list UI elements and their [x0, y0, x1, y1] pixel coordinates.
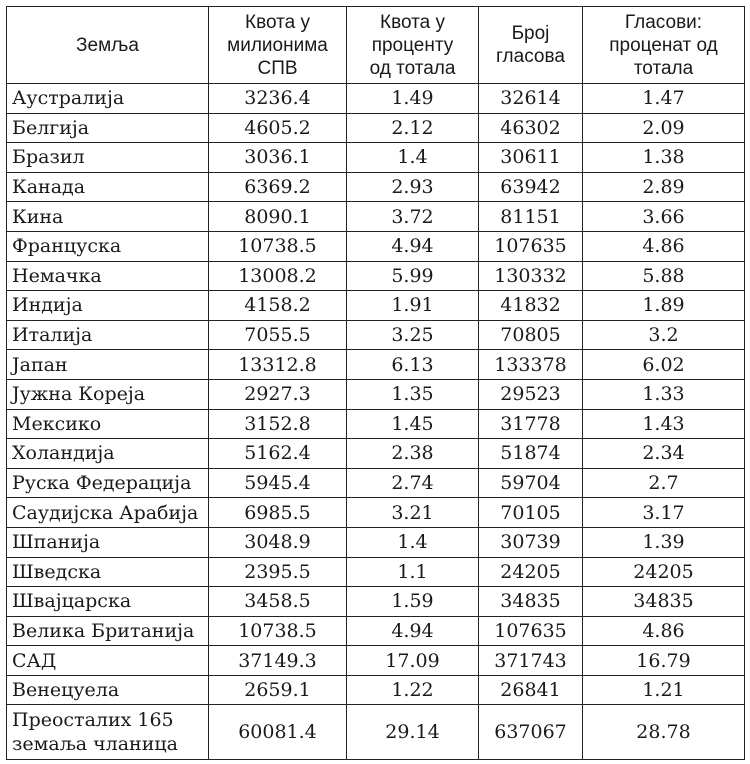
table-row — [7, 84, 745, 114]
votes-percent-cell: 2.34 — [583, 439, 745, 469]
votes-cell: 24205 — [479, 557, 583, 587]
table-row — [7, 350, 745, 380]
quota-sdr-cell: 3048.9 — [209, 527, 347, 557]
quota-sdr-cell: 6985.5 — [209, 498, 347, 528]
quota-sdr-cell: 3458.5 — [209, 587, 347, 617]
votes-cell: 30739 — [479, 527, 583, 557]
table-row — [7, 202, 745, 232]
country-cell: Швајцарска — [7, 587, 209, 617]
quota-percent-cell: 3.72 — [347, 202, 479, 232]
country-cell: Венецуела — [7, 675, 209, 705]
country-cell: Холандија — [7, 439, 209, 469]
table-row — [7, 675, 745, 705]
header-country: Земља — [7, 7, 209, 84]
table-row — [7, 320, 745, 350]
header-quota-sdr: Квота у милионима СПВ — [209, 7, 347, 84]
table-row — [7, 409, 745, 439]
quota-percent-cell: 4.94 — [347, 616, 479, 646]
quota-sdr-cell: 37149.3 — [209, 646, 347, 676]
table-row — [7, 231, 745, 261]
votes-cell: 51874 — [479, 439, 583, 469]
votes-cell: 29523 — [479, 379, 583, 409]
quota-percent-cell: 6.13 — [347, 350, 479, 380]
table-row — [7, 557, 745, 587]
votes-percent-cell: 4.86 — [583, 616, 745, 646]
votes-percent-cell: 6.02 — [583, 350, 745, 380]
votes-percent-cell: 3.66 — [583, 202, 745, 232]
votes-cell: 41832 — [479, 291, 583, 321]
quota-sdr-cell: 4158.2 — [209, 291, 347, 321]
quota-sdr-cell: 13312.8 — [209, 350, 347, 380]
quota-sdr-cell: 7055.5 — [209, 320, 347, 350]
quota-sdr-cell: 10738.5 — [209, 231, 347, 261]
quota-sdr-cell: 6369.2 — [209, 172, 347, 202]
votes-cell: 107635 — [479, 231, 583, 261]
votes-percent-cell: 5.88 — [583, 261, 745, 291]
quota-percent-cell: 2.93 — [347, 172, 479, 202]
quota-percent-cell: 4.94 — [347, 231, 479, 261]
quota-percent-cell: 1.1 — [347, 557, 479, 587]
country-cell: Индија — [7, 291, 209, 321]
votes-percent-cell: 34835 — [583, 587, 745, 617]
votes-percent-cell: 1.33 — [583, 379, 745, 409]
table-row — [7, 468, 745, 498]
header-row — [7, 7, 745, 84]
quota-percent-cell: 3.21 — [347, 498, 479, 528]
country-cell: Мексико — [7, 409, 209, 439]
imf-quota-table-container — [6, 6, 744, 760]
country-cell: Канада — [7, 172, 209, 202]
country-cell: Шпанија — [7, 527, 209, 557]
quota-sdr-cell: 2395.5 — [209, 557, 347, 587]
votes-percent-cell: 24205 — [583, 557, 745, 587]
votes-cell: 371743 — [479, 646, 583, 676]
table-row — [7, 379, 745, 409]
country-cell: Аустралија — [7, 84, 209, 114]
table-row — [7, 587, 745, 617]
country-cell: Кина — [7, 202, 209, 232]
votes-percent-cell: 1.39 — [583, 527, 745, 557]
country-cell: Јапан — [7, 350, 209, 380]
votes-cell: 70105 — [479, 498, 583, 528]
country-cell: Велика Британија — [7, 616, 209, 646]
quota-percent-cell: 29.14 — [347, 705, 479, 760]
votes-cell: 31778 — [479, 409, 583, 439]
votes-percent-cell: 1.43 — [583, 409, 745, 439]
quota-percent-cell: 17.09 — [347, 646, 479, 676]
table-row — [7, 143, 745, 173]
table-row — [7, 616, 745, 646]
quota-sdr-cell: 2927.3 — [209, 379, 347, 409]
quota-sdr-cell: 8090.1 — [209, 202, 347, 232]
votes-cell: 81151 — [479, 202, 583, 232]
header-votes-percent: Гласови: проценат од тотала — [583, 7, 745, 84]
table-row — [7, 646, 745, 676]
country-cell: Преосталих 165 земаља чланица — [7, 705, 209, 760]
country-cell: Италија — [7, 320, 209, 350]
quota-sdr-cell: 3036.1 — [209, 143, 347, 173]
table-header — [7, 7, 745, 84]
country-cell: САД — [7, 646, 209, 676]
table-row — [7, 439, 745, 469]
imf-quota-table — [6, 6, 745, 760]
table-row — [7, 705, 745, 760]
country-cell: Бразил — [7, 143, 209, 173]
quota-sdr-cell: 5162.4 — [209, 439, 347, 469]
votes-percent-cell: 1.21 — [583, 675, 745, 705]
votes-cell: 30611 — [479, 143, 583, 173]
country-cell: Француска — [7, 231, 209, 261]
votes-cell: 133378 — [479, 350, 583, 380]
votes-cell: 32614 — [479, 84, 583, 114]
country-cell: Саудијска Арабија — [7, 498, 209, 528]
header-votes: Број гласова — [479, 7, 583, 84]
table-row — [7, 113, 745, 143]
votes-percent-cell: 16.79 — [583, 646, 745, 676]
quota-percent-cell: 1.22 — [347, 675, 479, 705]
table-row — [7, 498, 745, 528]
votes-cell: 637067 — [479, 705, 583, 760]
country-cell: Немачка — [7, 261, 209, 291]
votes-cell: 130332 — [479, 261, 583, 291]
quota-percent-cell: 3.25 — [347, 320, 479, 350]
country-cell: Руска Федерација — [7, 468, 209, 498]
table-row — [7, 172, 745, 202]
votes-percent-cell: 1.47 — [583, 84, 745, 114]
country-cell: Белгија — [7, 113, 209, 143]
votes-cell: 59704 — [479, 468, 583, 498]
country-cell: Шведска — [7, 557, 209, 587]
table-row — [7, 291, 745, 321]
votes-percent-cell: 1.38 — [583, 143, 745, 173]
votes-cell: 63942 — [479, 172, 583, 202]
quota-sdr-cell: 3152.8 — [209, 409, 347, 439]
votes-cell: 34835 — [479, 587, 583, 617]
quota-percent-cell: 5.99 — [347, 261, 479, 291]
votes-percent-cell: 28.78 — [583, 705, 745, 760]
table-row — [7, 527, 745, 557]
quota-sdr-cell: 4605.2 — [209, 113, 347, 143]
quota-percent-cell: 1.4 — [347, 143, 479, 173]
quota-percent-cell: 1.35 — [347, 379, 479, 409]
quota-percent-cell: 1.49 — [347, 84, 479, 114]
country-cell: Јужна Кореја — [7, 379, 209, 409]
header-quota-percent: Квота у проценту од тотала — [347, 7, 479, 84]
quota-sdr-cell: 13008.2 — [209, 261, 347, 291]
quota-percent-cell: 1.91 — [347, 291, 479, 321]
quota-sdr-cell: 10738.5 — [209, 616, 347, 646]
quota-sdr-cell: 2659.1 — [209, 675, 347, 705]
quota-percent-cell: 1.59 — [347, 587, 479, 617]
votes-cell: 70805 — [479, 320, 583, 350]
quota-sdr-cell: 60081.4 — [209, 705, 347, 760]
votes-percent-cell: 4.86 — [583, 231, 745, 261]
quota-percent-cell: 2.74 — [347, 468, 479, 498]
votes-percent-cell: 1.89 — [583, 291, 745, 321]
votes-cell: 107635 — [479, 616, 583, 646]
votes-cell: 46302 — [479, 113, 583, 143]
quota-percent-cell: 1.4 — [347, 527, 479, 557]
votes-percent-cell: 2.89 — [583, 172, 745, 202]
votes-percent-cell: 2.09 — [583, 113, 745, 143]
votes-cell: 26841 — [479, 675, 583, 705]
quota-sdr-cell: 3236.4 — [209, 84, 347, 114]
votes-percent-cell: 3.2 — [583, 320, 745, 350]
quota-percent-cell: 1.45 — [347, 409, 479, 439]
quota-sdr-cell: 5945.4 — [209, 468, 347, 498]
quota-percent-cell: 2.12 — [347, 113, 479, 143]
quota-percent-cell: 2.38 — [347, 439, 479, 469]
table-row — [7, 261, 745, 291]
table-body — [7, 84, 745, 760]
votes-percent-cell: 3.17 — [583, 498, 745, 528]
votes-percent-cell: 2.7 — [583, 468, 745, 498]
